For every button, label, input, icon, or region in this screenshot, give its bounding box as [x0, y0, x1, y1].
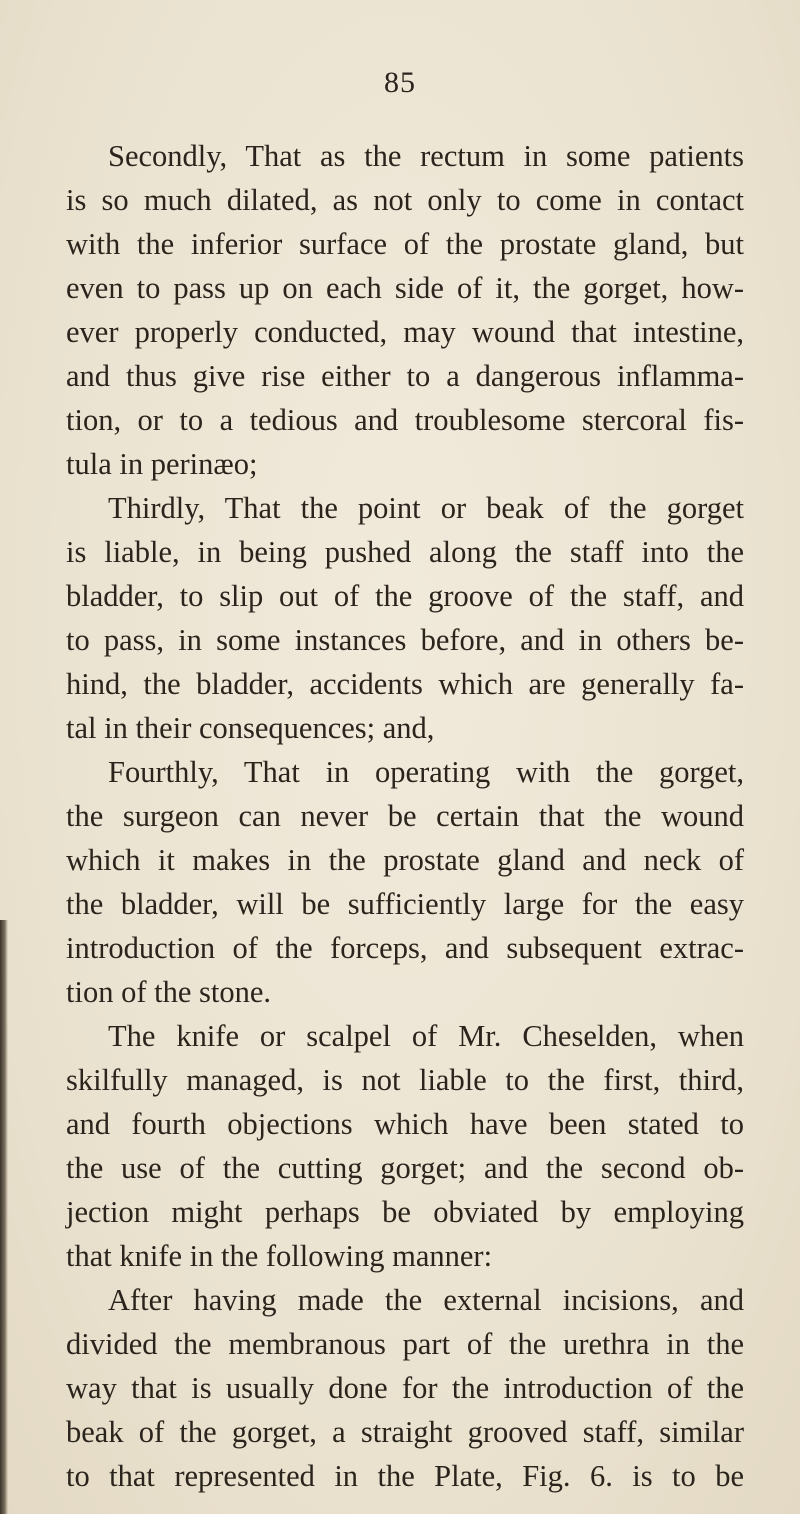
- page-number: 85: [384, 66, 416, 99]
- text-line: Thirdly, That the point or beak of the gorget: [108, 491, 744, 525]
- text-line: that knife in the following manner:: [66, 1239, 493, 1273]
- text-line: the use of the cutting gorget; and the second ob-: [66, 1151, 744, 1185]
- text-line: bladder, to slip out of the groove of the staff, and: [66, 579, 744, 613]
- text-line: tion, or to a tedious and troublesome stercoral fis-: [66, 403, 744, 437]
- text-line: the bladder, will be sufficiently large for the easy: [66, 887, 744, 921]
- text-line: The knife or scalpel of Mr. Cheselden, when: [108, 1019, 744, 1053]
- text-line: beak of the gorget, a straight grooved staff, similar: [66, 1415, 744, 1449]
- text-line: jection might perhaps be obviated by employing: [66, 1195, 744, 1229]
- text-line: is liable, in being pushed along the staff into the: [66, 535, 744, 569]
- text-line: the surgeon can never be certain that the wound: [66, 799, 744, 833]
- text-line: divided the membranous part of the urethra in the: [66, 1327, 744, 1361]
- text-line: is so much dilated, as not only to come in contact: [66, 183, 744, 217]
- text-line: tula in perinæo;: [66, 447, 258, 481]
- text-line: Fourthly, That in operating with the gorget,: [108, 755, 744, 789]
- text-line: After having made the external incisions, and: [108, 1283, 744, 1317]
- text-line: even to pass up on each side of it, the gorget, how-: [66, 271, 744, 305]
- text-line: ever properly conducted, may wound that intestine,: [66, 315, 744, 349]
- text-line: and fourth objections which have been stated to: [66, 1107, 744, 1141]
- text-line: way that is usually done for the introduction of the: [66, 1371, 744, 1405]
- text-line: hind, the bladder, accidents which are generally fa-: [66, 667, 744, 701]
- binding-edge: [0, 920, 8, 1514]
- text-line: which it makes in the prostate gland and neck of: [66, 843, 744, 877]
- text-line: to that represented in the Plate, Fig. 6. is to be: [66, 1459, 744, 1493]
- text-line: and thus give rise either to a dangerous inflamma-: [66, 359, 744, 393]
- text-line: Secondly, That as the rectum in some patients: [108, 139, 744, 173]
- text-line: tion of the stone.: [66, 975, 271, 1009]
- body-text: [66, 134, 744, 1498]
- text-line: tal in their consequences; and,: [66, 711, 435, 745]
- text-line: introduction of the forceps, and subsequent extrac-: [66, 931, 744, 965]
- text-line: to pass, in some instances before, and in others be-: [66, 623, 744, 657]
- text-line: skilfully managed, is not liable to the first, third,: [66, 1063, 744, 1097]
- text-line: with the inferior surface of the prostate gland, but: [66, 227, 744, 261]
